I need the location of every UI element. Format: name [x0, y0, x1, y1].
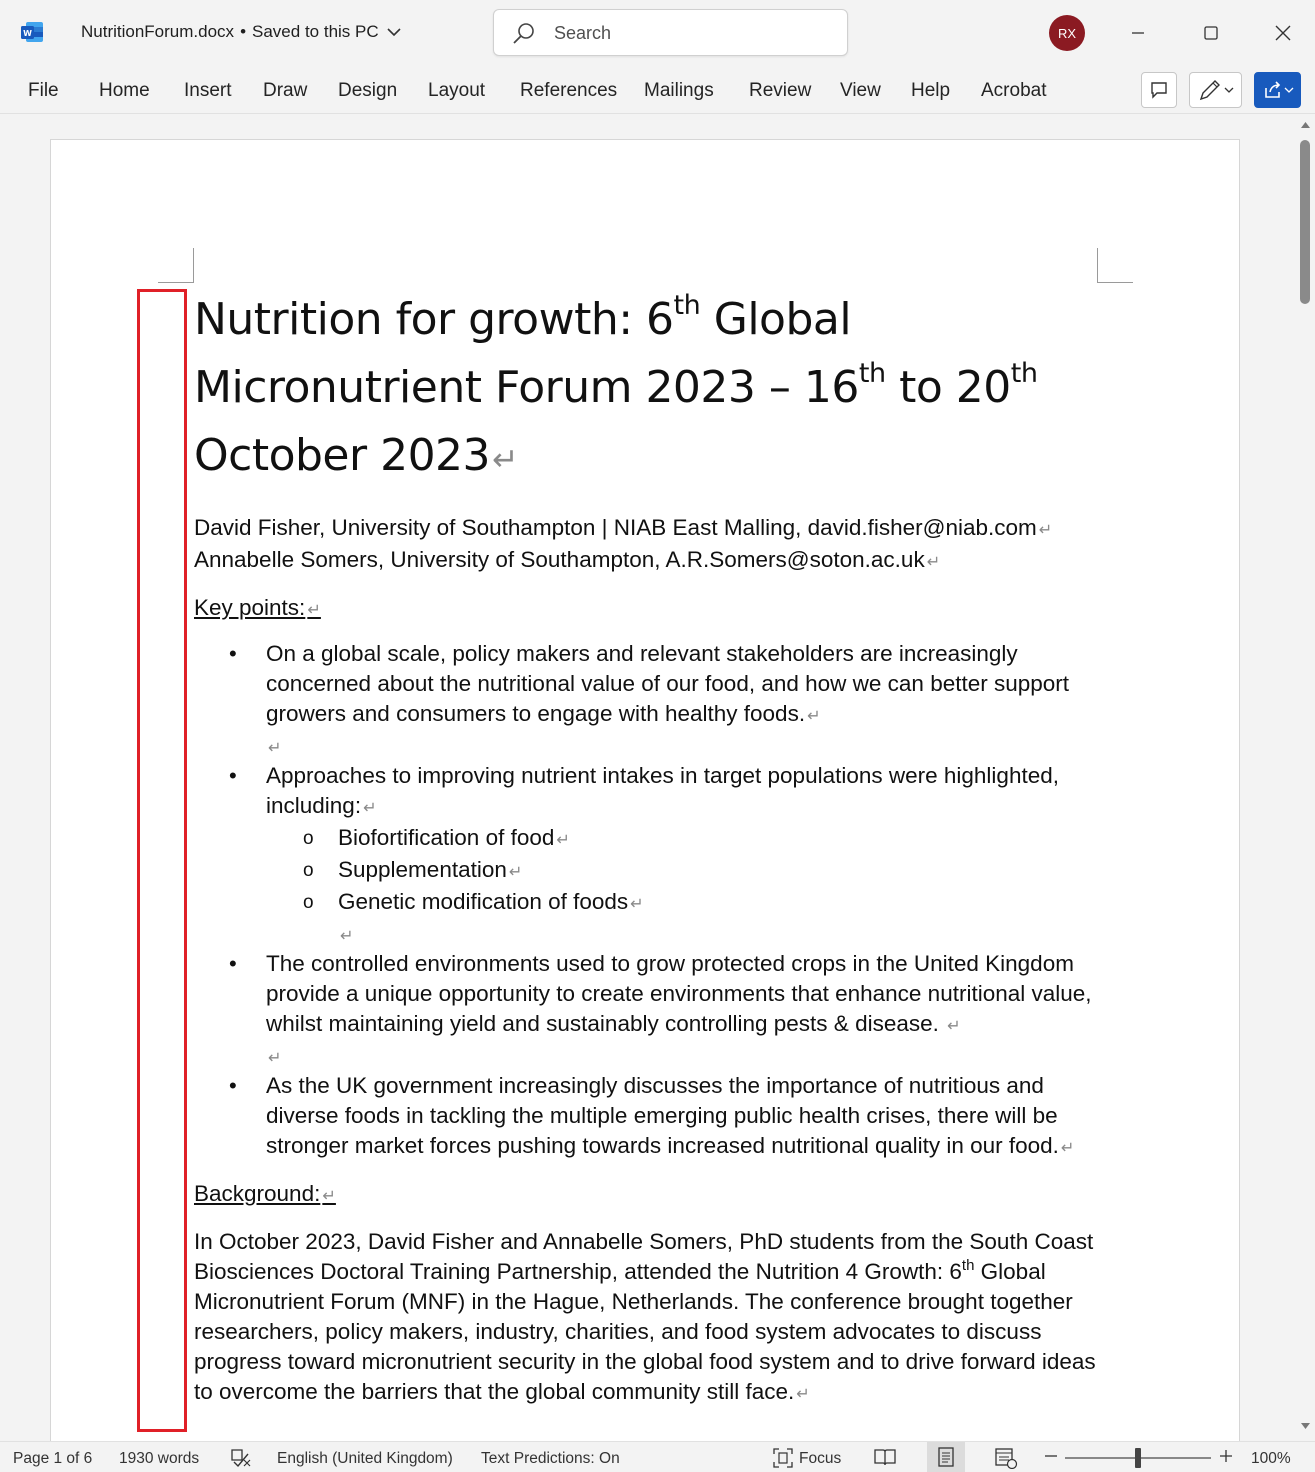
file-name: NutritionForum.docx [81, 22, 235, 41]
paragraph-mark: ↵ [492, 442, 519, 478]
maximize-button[interactable] [1195, 17, 1227, 49]
crop-mark-left [158, 248, 194, 283]
selection-highlight-box [137, 289, 187, 1432]
document-title[interactable] [81, 22, 401, 42]
sub-list-item: o Genetic modification of foods ↵ [194, 887, 1114, 919]
zoom-in-icon[interactable] [1219, 1449, 1233, 1463]
close-icon [1274, 24, 1292, 42]
close-button[interactable] [1267, 17, 1299, 49]
key-points-list [194, 639, 1114, 1163]
vertical-scrollbar[interactable] [1296, 114, 1315, 1441]
document-heading: Nutrition for growth: 6th Global Micronutrient Forum 2023 – 16th to 20th October 2023↵ [194, 290, 1038, 481]
author-line: Annabelle Somers, University of Southampton, A.R.Somers@soton.ac.uk ↵ [194, 547, 941, 572]
editing-mode-button[interactable] [1189, 72, 1242, 108]
scrollbar-thumb[interactable] [1300, 140, 1310, 304]
author-line: David Fisher, University of Southampton | NIAB East Malling, david.fisher@niab.com ↵ [194, 515, 1053, 540]
read-mode-icon[interactable] [873, 1447, 897, 1467]
zoom-out-icon[interactable] [1044, 1449, 1058, 1463]
comments-button[interactable] [1141, 72, 1177, 108]
title-separator: • [240, 22, 247, 41]
list-item: • On a global scale, policy makers and relevant stakeholders are increasingly concerned about the nutritional value of our food, and how we can better support growers and consumers to engage with healthy foods. ↵ [194, 639, 1114, 731]
user-avatar[interactable]: RX [1049, 15, 1085, 51]
sub-list-container [194, 823, 1114, 919]
save-status: Saved to this PC [252, 22, 379, 41]
search-placeholder: Search [554, 23, 612, 43]
search-input[interactable] [493, 9, 848, 56]
zoom-slider-thumb[interactable] [1135, 1448, 1141, 1468]
chevron-down-icon [1224, 86, 1234, 94]
comment-icon [1149, 80, 1169, 100]
proofing-icon[interactable] [230, 1448, 252, 1468]
print-layout-icon [936, 1447, 956, 1467]
focus-button[interactable]: Focus [799, 1450, 842, 1467]
focus-icon [772, 1447, 794, 1469]
tab-references[interactable]: References [520, 80, 618, 101]
scroll-up-arrow-icon[interactable] [1300, 120, 1311, 129]
tab-insert[interactable]: Insert [184, 80, 232, 101]
word-count[interactable]: 1930 words [119, 1450, 200, 1467]
minimize-icon [1130, 25, 1146, 41]
svg-text:W: W [23, 29, 32, 38]
print-layout-button[interactable] [927, 1442, 965, 1472]
status-bar [0, 1441, 1315, 1472]
sub-list-item: o Supplementation ↵ [194, 855, 1114, 887]
chevron-down-icon [1284, 86, 1294, 94]
scroll-down-arrow-icon[interactable] [1300, 1422, 1311, 1431]
page-count[interactable]: Page 1 of 6 [13, 1450, 93, 1467]
background-paragraph: In October 2023, David Fisher and Annabelle Somers, PhD students from the South Coast Biosciences Doctoral Training Partnership, attended the Nutrition 4 Growth: 6th Global Micronutrient Forum (MNF) in the Hague, Netherlands. The conference brought together researchers, policy makers, industry, charities, and food system advocates to discuss progress toward micronutrient security in the global food system and to drive forward ideas to overcome the barriers that the global community still face. ↵ [194, 1229, 1096, 1404]
text-predictions-indicator[interactable]: Text Predictions: On [481, 1450, 620, 1467]
search-icon [512, 22, 536, 46]
tab-acrobat[interactable]: Acrobat [981, 80, 1047, 101]
language-indicator[interactable]: English (United Kingdom) [277, 1450, 453, 1467]
tab-help[interactable]: Help [911, 80, 951, 101]
crop-mark-right [1097, 248, 1133, 283]
tab-view[interactable]: View [840, 80, 881, 101]
tab-file[interactable]: File [28, 80, 59, 101]
document-canvas[interactable] [0, 114, 1296, 1441]
empty-paragraph: ↵ [268, 739, 282, 757]
key-points-heading: Key points: ↵ [194, 595, 321, 620]
pen-icon [1198, 78, 1224, 102]
tab-mailings[interactable]: Mailings [644, 80, 714, 101]
sub-list-item: o Biofortification of food ↵ [194, 823, 1114, 855]
document-content[interactable] [194, 286, 1114, 1409]
list-item: • Approaches to improving nutrient intakes in target populations were highlighted, including: ↵ [194, 761, 1114, 823]
share-icon [1262, 79, 1284, 101]
zoom-slider[interactable] [1065, 1457, 1211, 1459]
tab-layout[interactable]: Layout [428, 80, 486, 101]
empty-paragraph: ↵ [268, 1049, 282, 1067]
authors-block [194, 513, 1114, 577]
maximize-icon [1203, 25, 1219, 41]
list-item: • As the UK government increasingly discusses the importance of nutritious and diverse foods in tackling the multiple emerging public health crises, there will be stronger market forces pushing towards increased nutritional quality in our food. ↵ [194, 1071, 1114, 1163]
list-item: • The controlled environments used to grow protected crops in the United Kingdom provide a unique opportunity to create environments that enhance nutritional value, whilst maintaining yield and sustainably controlling pests & disease. ↵ [194, 949, 1114, 1041]
share-button[interactable] [1254, 72, 1301, 108]
tab-review[interactable]: Review [749, 80, 812, 101]
sub-points-list [194, 823, 1114, 919]
tab-draw[interactable]: Draw [263, 80, 308, 101]
zoom-level[interactable]: 100% [1251, 1450, 1291, 1467]
ribbon-tabs [0, 66, 1315, 114]
word-app-icon [20, 21, 44, 43]
chevron-down-icon [387, 27, 401, 37]
title-bar [0, 0, 1315, 66]
tab-home[interactable]: Home [99, 80, 150, 101]
minimize-button[interactable] [1122, 17, 1154, 49]
background-heading: Background: ↵ [194, 1181, 336, 1206]
web-layout-icon[interactable] [994, 1447, 1018, 1469]
tab-design[interactable]: Design [338, 80, 398, 101]
empty-paragraph: ↵ [340, 927, 354, 945]
